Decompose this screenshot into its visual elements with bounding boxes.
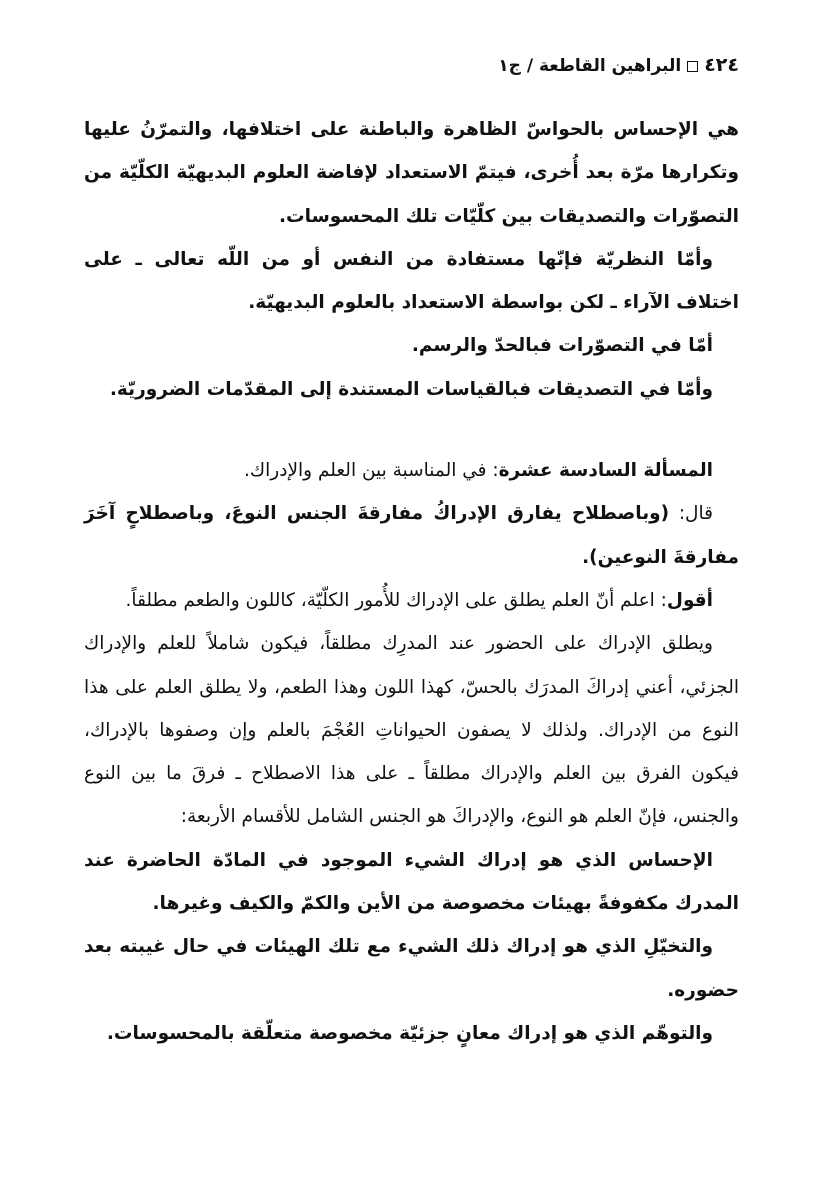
- paragraph: أمّا في التصوّرات فبالحدّ والرسم.: [411, 335, 713, 357]
- running-header: [84, 52, 739, 78]
- paragraph: وأمّا في التصديقات فبالقياسات المستندة إلى المقدّمات الضروريّة.: [109, 378, 713, 400]
- qala-label: قال:: [669, 503, 713, 525]
- page-body: [84, 108, 739, 1055]
- paragraph: هي الإحساس بالحواسّ الظاهرة والباطنة على اختلافها، والتمرّنُ عليها وتكرارها مرّة بعد أُخرى، فيتمّ الاستعداد لإفاضة العلوم البديهيّة الكلّيّة من التصوّرات والتصديقات بين كلّيّات تلك المحسوسات.: [84, 119, 739, 227]
- paragraph: والتخيّلِ الذي هو إدراك ذلك الشيء مع تلك الهيئات في حال غيبته بعد حضوره.: [84, 936, 739, 1001]
- section-spacer: [84, 411, 739, 449]
- page-number: ٤٢٤: [704, 54, 739, 76]
- paragraph: ويطلق الإدراك على الحضور عند المدرِك مطلقاً، فيكون شاملاً للعلم والإدراك الجزئي، أعني إدراكَ المدرَك بالحسّ، كهذا اللون وهذا الطعم، ولا يطلق العلم على هذا النوع من الإدراك. ولذلك لا يصفون الحيواناتِ العُجْمَ بالعلم وإن وصفوها بالإدراك، فيكون الفرق بين العلم والإدراك مطلقاً ـ على هذا الاصطلاح ـ فرقَ ما بين النوع والجنس، فإنّ العلم هو النوع، والإدراكَ هو الجنس الشامل للأقسام الأربعة:: [84, 633, 739, 828]
- quoted-text-paragraph: [84, 492, 739, 579]
- section-heading-paragraph: [84, 449, 739, 492]
- commentary-paragraph: [84, 579, 739, 622]
- quoted-text: (وباصطلاح يفارق الإدراكُ مفارقةَ الجنس النوعَ، وباصطلاحٍ آخَرَ مفارقةَ النوعين).: [84, 503, 739, 568]
- paragraph: وأمّا النظريّة فإنّها مستفادة من النفس أو من اللّه تعالى ـ على اختلاف الآراء ـ لكن بواسطة الاستعداد بالعلوم البديهيّة.: [84, 248, 739, 314]
- aqulu-label: أقول: [666, 589, 713, 611]
- commentary-text: : اعلم أنّ العلم يطلق على الإدراك للأُمور الكلّيّة، كاللون والطعم مطلقاً.: [125, 589, 667, 611]
- section-heading-text: : في المناسبة بين العلم والإدراك.: [244, 460, 499, 482]
- book-title: البراهين القاطعة / ج١: [498, 56, 682, 76]
- section-heading-label: المسألة السادسة عشرة: [498, 460, 713, 482]
- paragraph: والتوهّم الذي هو إدراك معانٍ جزئيّة مخصوصة متعلّقة بالمحسوسات.: [106, 1022, 713, 1044]
- paragraph: الإحساس الذي هو إدراك الشيء الموجود في المادّة الحاضرة عند المدرك مكفوفةً بهيئات مخصوصة من الأين والكمّ والكيف وغيرها.: [84, 849, 739, 915]
- separator-square-icon: [687, 61, 698, 72]
